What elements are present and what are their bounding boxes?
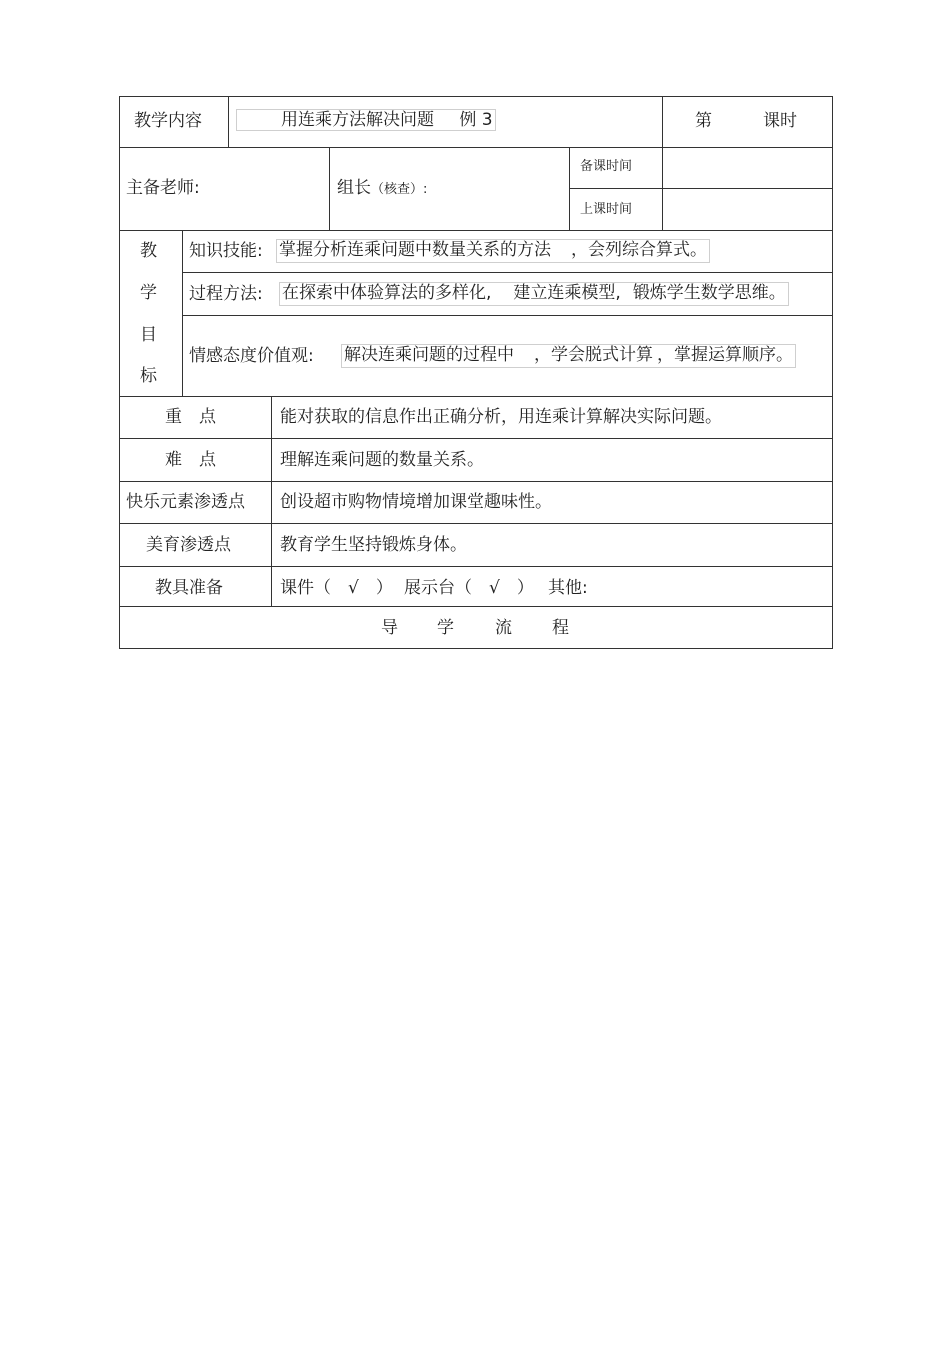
grid-line <box>119 438 833 439</box>
grid-line <box>119 566 833 567</box>
lesson-title: 用连乘方法解决问题 <box>281 110 434 130</box>
grid-line <box>119 523 833 524</box>
key-point-label: 重 点 <box>165 407 216 427</box>
objectives-char: 标 <box>140 366 157 386</box>
process-text-c: 锻炼学生数学思维。 <box>632 283 786 303</box>
grid-line <box>119 230 833 231</box>
class-time-label: 上课时间 <box>580 202 633 217</box>
grid-line <box>662 96 663 147</box>
objectives-char: 教 <box>140 241 157 261</box>
flow-char: 程 <box>552 618 569 638</box>
group-leader <box>337 178 427 200</box>
emotion-label: 情感态度价值观: <box>189 346 314 366</box>
check-label: （核查）: <box>371 182 428 197</box>
knowledge-text-b: ，会列综合算式。 <box>571 240 707 260</box>
grid-line <box>182 315 833 316</box>
objectives-char: 目 <box>140 325 157 345</box>
happy-label: 快乐元素渗透点 <box>126 492 245 512</box>
grid-line <box>119 606 833 607</box>
grid-line <box>271 396 272 606</box>
process-text-box <box>279 282 789 306</box>
difficulty-label: 难 点 <box>165 450 216 470</box>
tools-label: 教具准备 <box>155 578 223 598</box>
difficulty-text: 理解连乘问题的数量关系。 <box>280 450 484 470</box>
lesson-title-box <box>236 109 496 131</box>
grid-line <box>119 481 833 482</box>
knowledge-text-a: 掌握分析连乘问题中数量关系的方法 <box>279 240 551 260</box>
grid-line <box>569 188 833 189</box>
grid-line <box>182 272 833 273</box>
tools-other: 其他: <box>548 578 588 598</box>
process-text-b: 建立连乘模型, <box>513 283 621 303</box>
lesson-plan-table <box>119 96 833 649</box>
tools-courseware: 课件（ √ ） <box>280 578 393 598</box>
content-label: 教学内容 <box>134 111 202 131</box>
emotion-text-b: ，学会脱式计算 <box>534 345 653 365</box>
grid-line <box>329 147 330 230</box>
period-prefix: 第 <box>695 111 712 131</box>
example-label: 例 3 <box>459 110 493 130</box>
emotion-text-c: ，掌握运算顺序。 <box>657 345 793 365</box>
grid-line <box>832 96 833 649</box>
grid-line <box>228 96 229 147</box>
happy-text: 创设超市购物情境增加课堂趣味性。 <box>280 492 552 512</box>
emotion-text-a: 解决连乘问题的过程中 <box>344 345 514 365</box>
aesthetic-label: 美育渗透点 <box>146 535 231 555</box>
aesthetic-text: 教育学生坚持锻炼身体。 <box>280 535 467 555</box>
flow-char: 学 <box>437 618 454 638</box>
group-leader-label: 组长 <box>337 178 371 198</box>
knowledge-label: 知识技能: <box>189 241 263 261</box>
grid-line <box>119 147 833 148</box>
knowledge-text-box <box>276 239 710 263</box>
process-text-a: 在探索中体验算法的多样化, <box>282 283 492 303</box>
process-label: 过程方法: <box>189 284 263 304</box>
key-point-text: 能对获取的信息作出正确分析，用连乘计算解决实际问题。 <box>280 407 722 427</box>
grid-line <box>119 648 833 649</box>
objectives-char: 学 <box>140 283 157 303</box>
grid-line <box>182 230 183 396</box>
period-suffix: 课时 <box>763 111 797 131</box>
grid-line <box>569 147 570 230</box>
flow-char: 流 <box>495 618 512 638</box>
flow-char: 导 <box>381 618 398 638</box>
prep-time-label: 备课时间 <box>580 159 633 174</box>
grid-line <box>662 147 663 230</box>
main-teacher-label: 主备老师: <box>126 178 200 198</box>
tools-display: 展示台（ √ ） <box>404 578 534 598</box>
grid-line <box>119 96 120 649</box>
grid-line <box>119 96 833 97</box>
emotion-text-box <box>341 344 796 368</box>
grid-line <box>119 396 833 397</box>
